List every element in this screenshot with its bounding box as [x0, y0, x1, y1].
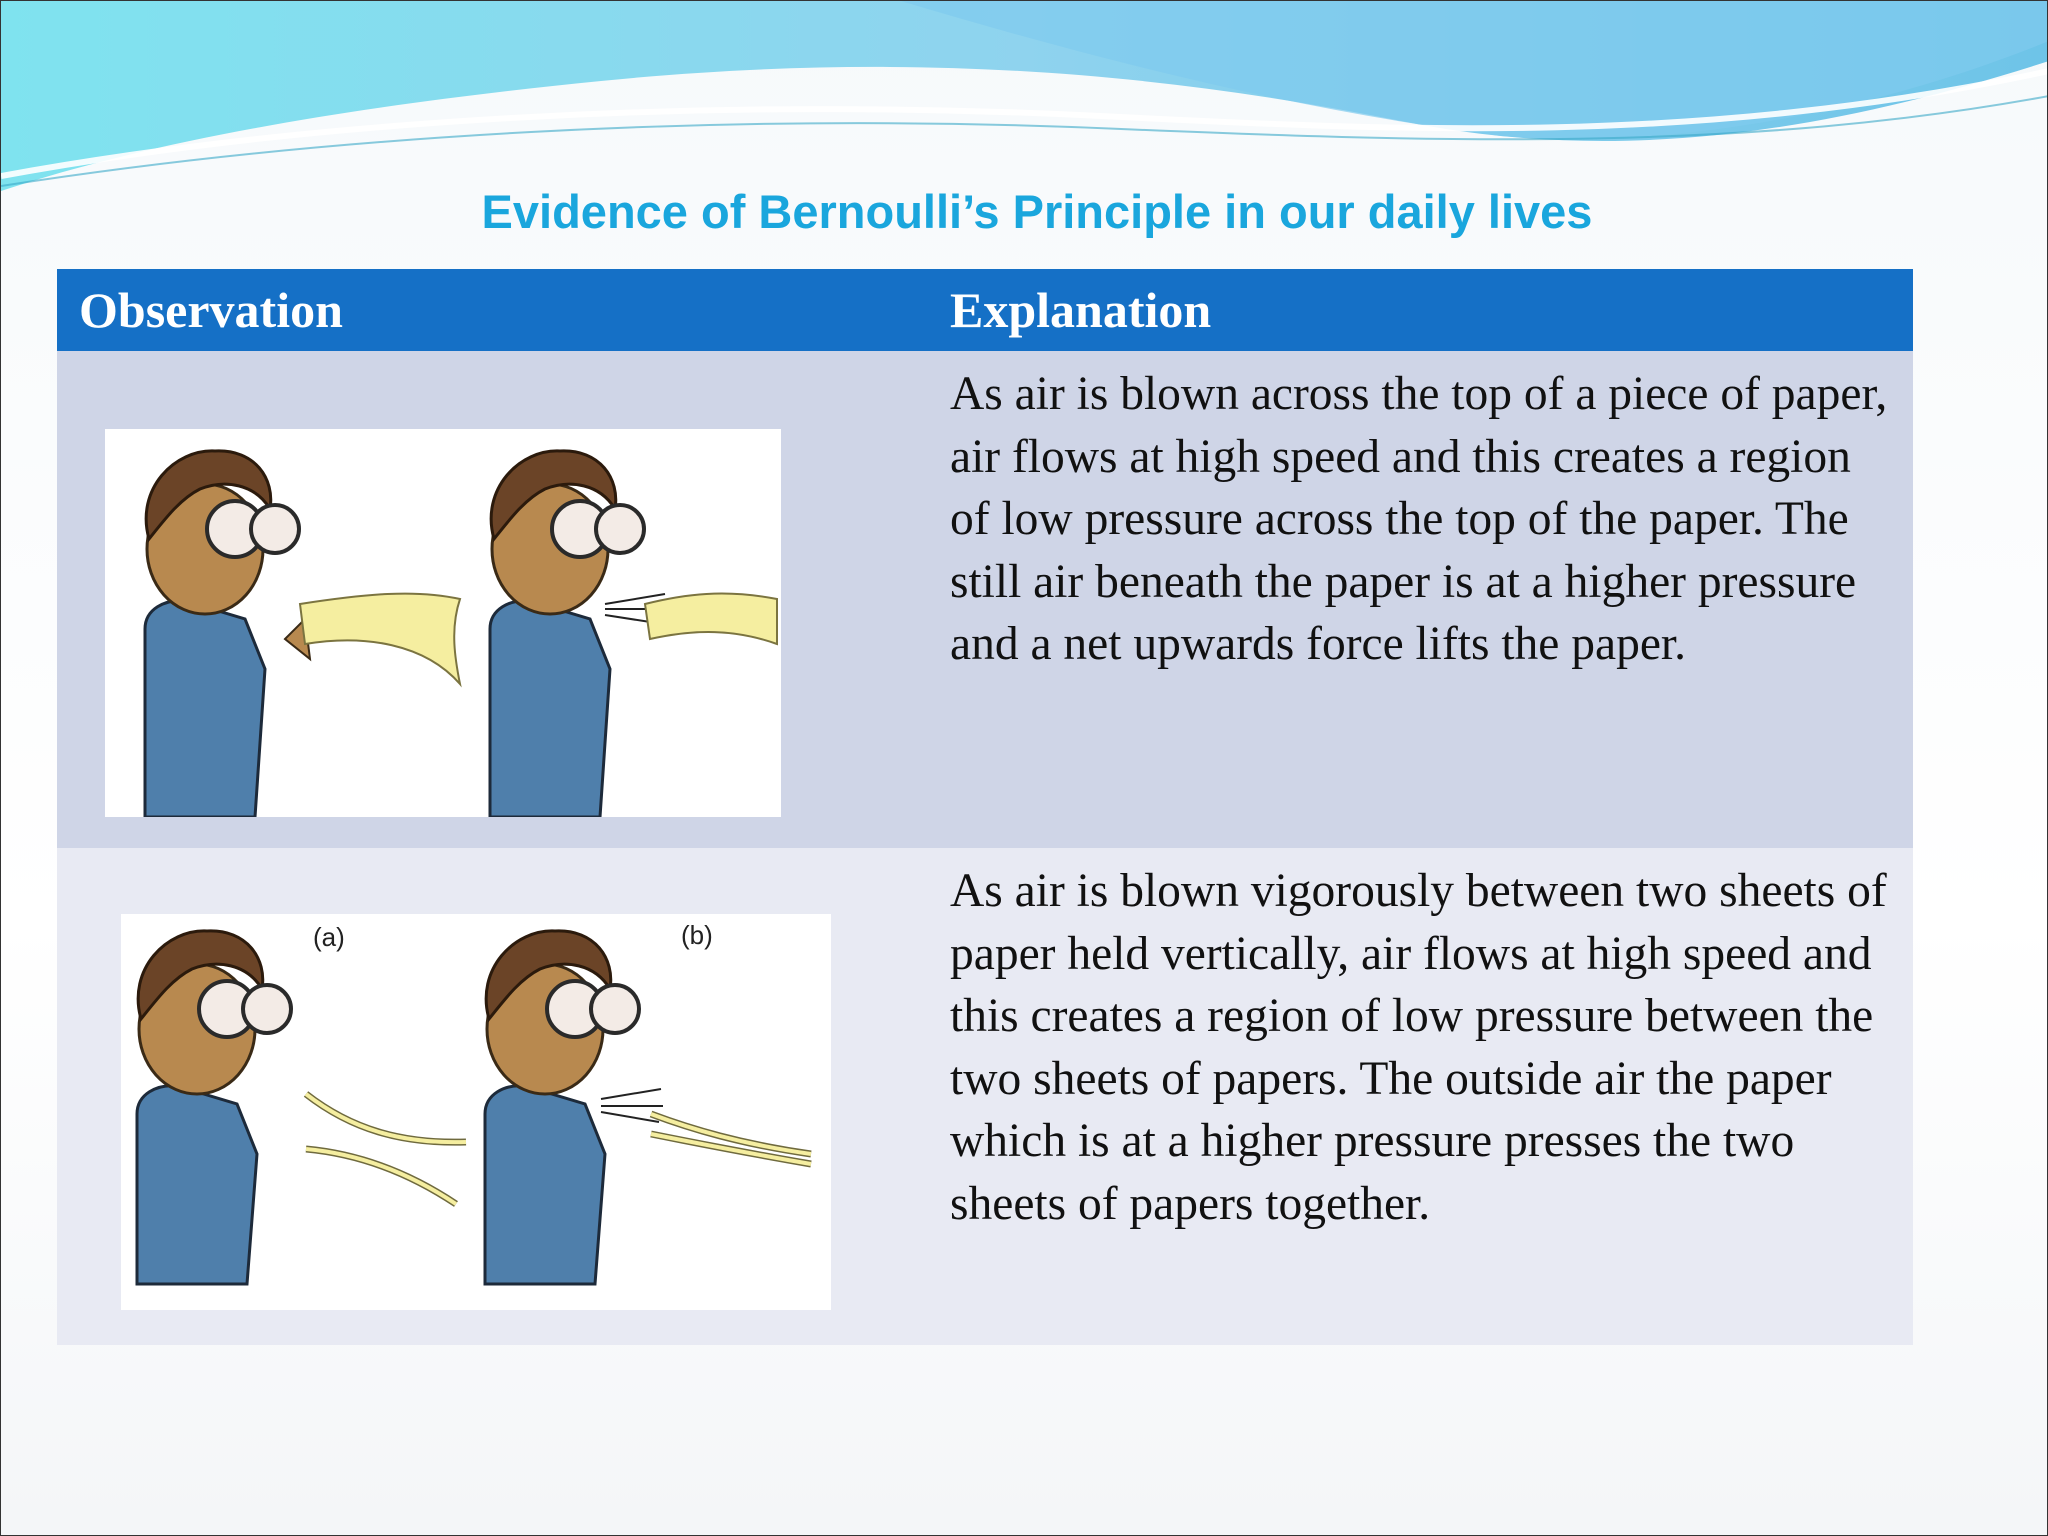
- header-explanation: Explanation: [950, 282, 1212, 338]
- table-header: [57, 269, 1913, 351]
- two-sheets-illustration: [121, 914, 831, 1310]
- boy-figure: [485, 931, 811, 1284]
- boy-figure: [137, 931, 466, 1284]
- paper-lift-illustration: [105, 429, 781, 817]
- table-row: [57, 351, 1913, 848]
- explanation-text: As air is blown across the top of a piece of paper, air flows at high speed and this creates a region of low pressure across the top of the paper. The still air beneath the paper is at a higher pressure and a net upwards force lifts the paper.: [950, 368, 1888, 670]
- explanation-text: As air is blown vigorously between two sheets of paper held vertically, air flows at high speed and this creates a region of low pressure between the two sheets of papers. The outside air the paper which is at a higher pressure presses the two sheets of papers together.: [950, 865, 1887, 1230]
- slide-title: Evidence of Bernoulli’s Principle in our daily lives: [481, 185, 1593, 238]
- observation-cell: [57, 351, 942, 848]
- observation-cell: [57, 848, 942, 1345]
- header-observation: Observation: [79, 282, 343, 338]
- table-row: [57, 848, 1913, 1345]
- label-a: (a): [313, 922, 345, 952]
- comparison-table: [57, 269, 1913, 1345]
- label-b: (b): [681, 920, 713, 950]
- boy-figure: [490, 451, 777, 817]
- boy-figure: [145, 451, 460, 817]
